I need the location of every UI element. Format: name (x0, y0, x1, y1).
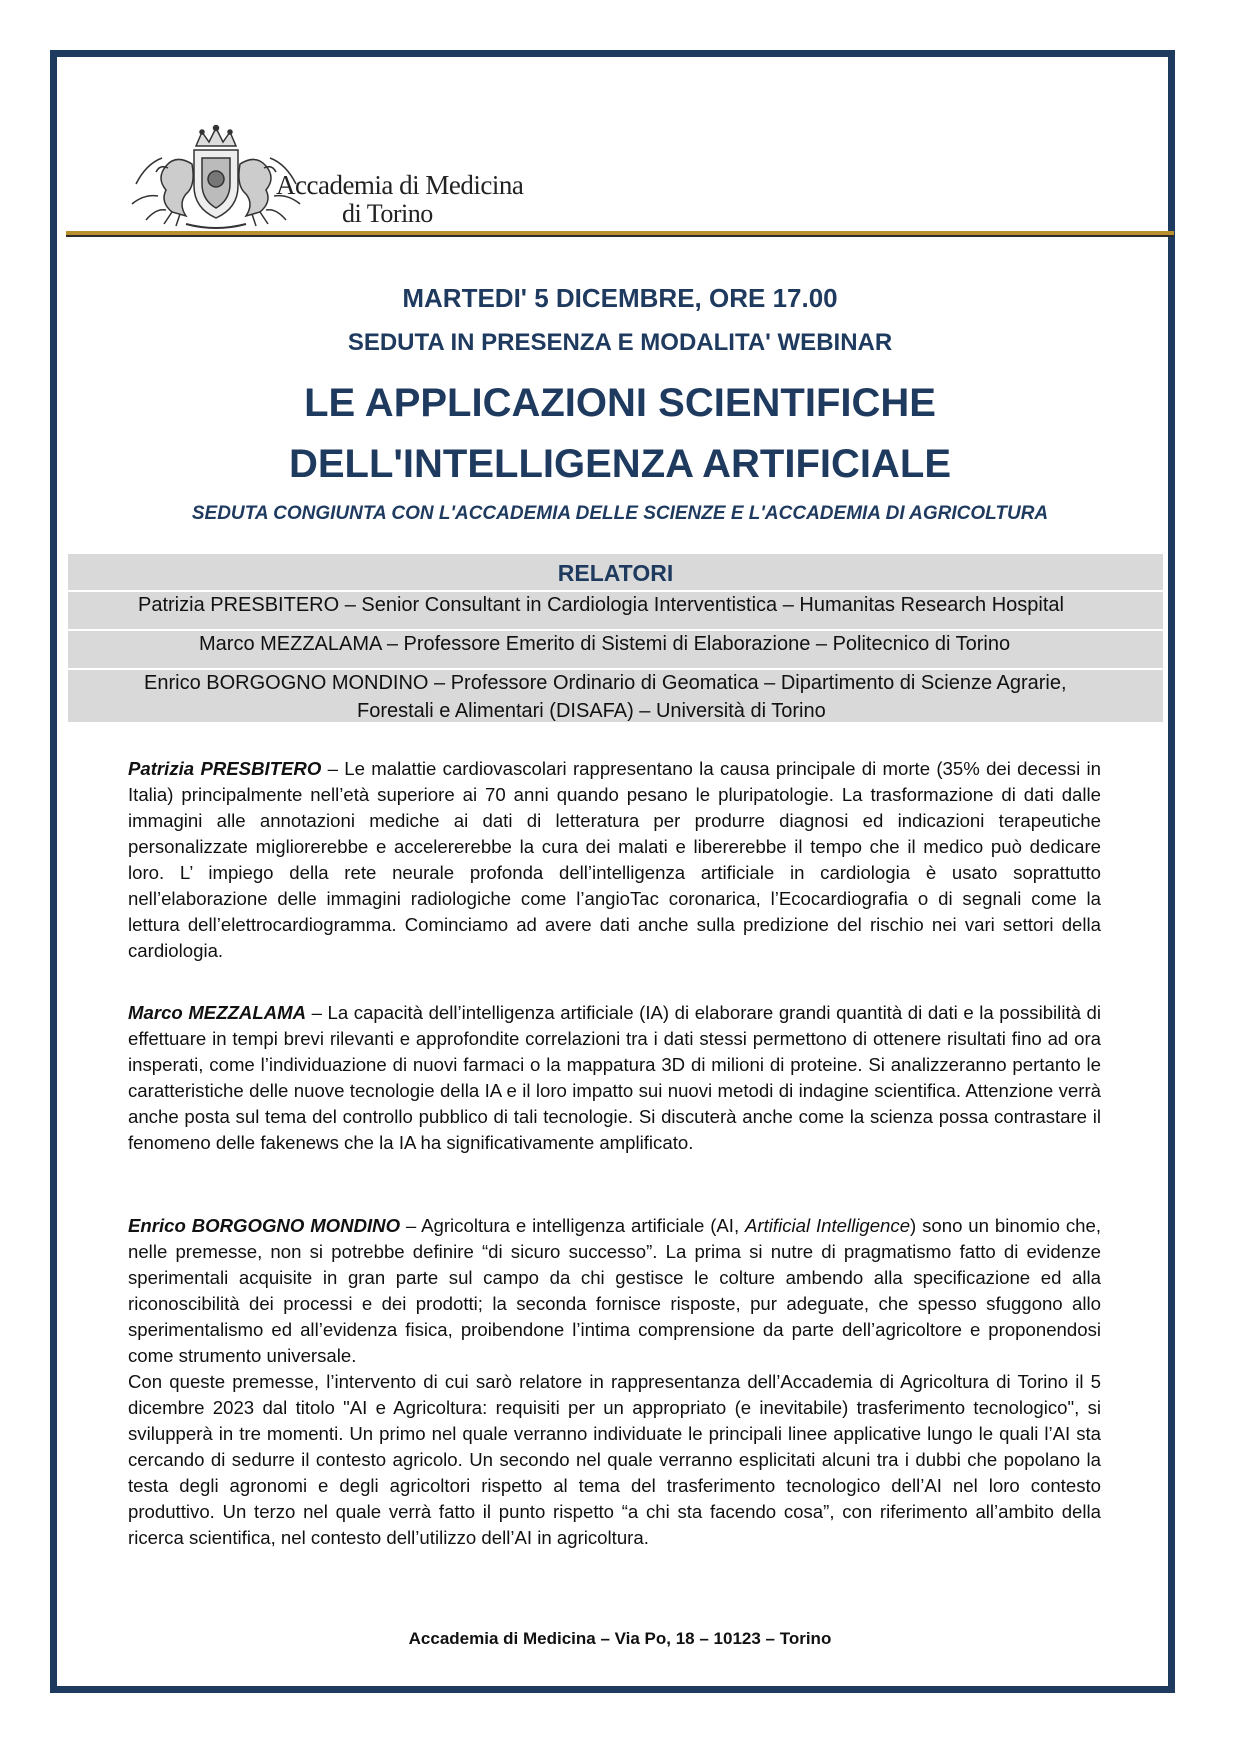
abstract-continuation: Con queste premesse, l’intervento di cui sarò relatore in rappresentanza dell’Accademia di Agricoltura di Torino il 5 dicembre 2023 dal titolo "AI e Agricoltura: requisiti per un appropriato (e inevitabile) trasferimento tecnologico", si svilupperà in tre momenti. Un primo nel quale verranno individuate le principali linee applicative lungo le quali l’AI sta cercando di sedurre il contesto agricolo. Un secondo nel quale verranno esplicitati alcuni tra i dubbi che popolano la testa degli agronomi e degli agricoltori rispetto al tema del trasferimento tecnologico dell’AI nel loro contesto produttivo. Un terzo nel quale verrà fatto il punto rispetto “a chi sta facendo cosa”, con riferimento all’ambito della ricerca scientifica, nel contesto dell’utilizzo dell’AI in agricoltura. (128, 1371, 1101, 1548)
logo-wordmark (276, 172, 523, 227)
relatori-separator (68, 668, 1163, 670)
abstract-text: – La capacità dell’intelligenza artificiale (IA) di elaborare grandi quantità di dati e la possibilità di effettuare in tempi brevi rilevanti e approfondite correlazioni tra i dati stessi permettono di ottenere risultati fino ad ora insperati, come l’individuazione di nuovi farmaci o la mappatura 3D di milioni di proteine. Si analizzeranno pertanto le caratteristiche delle nuove tecnologie della IA e il loro impatto sui nuovi metodi di indagine scientifica. Attenzione verrà anche posta sul tema del controllo pubblico di tali tecnologie. Si discuterà anche come la scienza possa contrastare il fenomeno delle fakenews che la IA ha significativamente amplificato. (128, 1002, 1101, 1153)
relatori-heading: RELATORI (557, 560, 674, 586)
header-dark-rule (66, 235, 1174, 237)
relatore-borgogno-line1: Enrico BORGOGNO MONDINO – Professore Ordinario di Geomatica – Dipartimento di Scienze Agrarie, (144, 672, 1067, 694)
abstract-presbitero (128, 756, 1101, 964)
letterhead (66, 118, 1176, 243)
speaker-name: Patrizia PRESBITERO (128, 758, 322, 779)
logo-line2: di Torino (342, 199, 433, 228)
relatori-separator (68, 629, 1163, 631)
event-title-line1: LE APPLICAZIONI SCIENTIFICHE (304, 381, 936, 425)
relatore-borgogno-line2: Forestali e Alimentari (DISAFA) – Università di Torino (357, 700, 826, 722)
speaker-name: Enrico BORGOGNO MONDINO (128, 1215, 401, 1236)
relatori-box (68, 554, 1163, 722)
abstract-text: – Agricoltura e intelligenza artificiale (AI, (400, 1215, 746, 1236)
abstract-text: ) sono un binomio che, nelle premesse, non si potrebbe definire “di sicuro successo”. La prima si nutre di pragmatismo fatto di evidenze sperimentali acquisite in gran parte sul campo da chi gestisce le colture ambendo alla specificazione ed alla riconoscibilità dei processi e dei prodotti; la seconda fornisce risposte, pur adeguate, che spesso sfuggono allo sperimentalismo ed all’evidenza fisica, proibendone l’intima comprensione da parte dell’agricoltore e proponendosi come strumento universale. (128, 1215, 1101, 1366)
abstract-mezzalama (128, 1000, 1101, 1156)
abstract-text: – Le malattie cardiovascolari rappresentano la causa principale di morte (35% dei decessi in Italia) principalmente nell’età superiore ai 70 anni quando pesano le pluripatologie. La trasformazione di dati dalle immagini alle annotazioni mediche ai dati di letteratura per produrre diagnosi ed indicazioni terapeutiche personalizzate migliorerebbe e accelererebbe la cura dei malati e libererebbe il tempo che il medico può dedicare loro. L’ impiego della rete neurale profonda dell’intelligenza artificiale in cardiologia è usato soprattutto nell’elaborazione delle immagini radiologiche come l’angioTac coronarica, l’Ecocardiografia o di segnali come la lettura dell’elettrocardiogramma. Cominciamo ad avere dati anche sulla predizione del rischio nei vari settori della cardiologia. (128, 758, 1101, 961)
abstract-borgogno (128, 1213, 1101, 1551)
event-title-line2: DELL'INTELLIGENZA ARTIFICIALE (288, 442, 952, 486)
footer-address: Accademia di Medicina – Via Po, 18 – 10123 – Torino (408, 1629, 832, 1648)
event-date: MARTEDI' 5 DICEMBRE, ORE 17.00 (402, 283, 838, 313)
speaker-name: Marco MEZZALAMA (128, 1002, 307, 1023)
abstract-italic-term: Artificial Intelligence (745, 1215, 911, 1236)
relatore-presbitero: Patrizia PRESBITERO – Senior Consultant in Cardiologia Interventistica – Humanitas Research Hospital (138, 594, 1064, 616)
event-subtitle: SEDUTA CONGIUNTA CON L'ACCADEMIA DELLE SCIENZE E L'ACCADEMIA DI AGRICOLTURA (191, 503, 1049, 524)
relatori-separator (68, 590, 1163, 592)
logo-line1: Accademia di Medicina (276, 170, 524, 200)
event-mode: SEDUTA IN PRESENZA E MODALITA' WEBINAR (347, 329, 893, 356)
relatore-mezzalama: Marco MEZZALAMA – Professore Emerito di Sistemi di Elaborazione – Politecnico di Torino (199, 633, 1011, 655)
